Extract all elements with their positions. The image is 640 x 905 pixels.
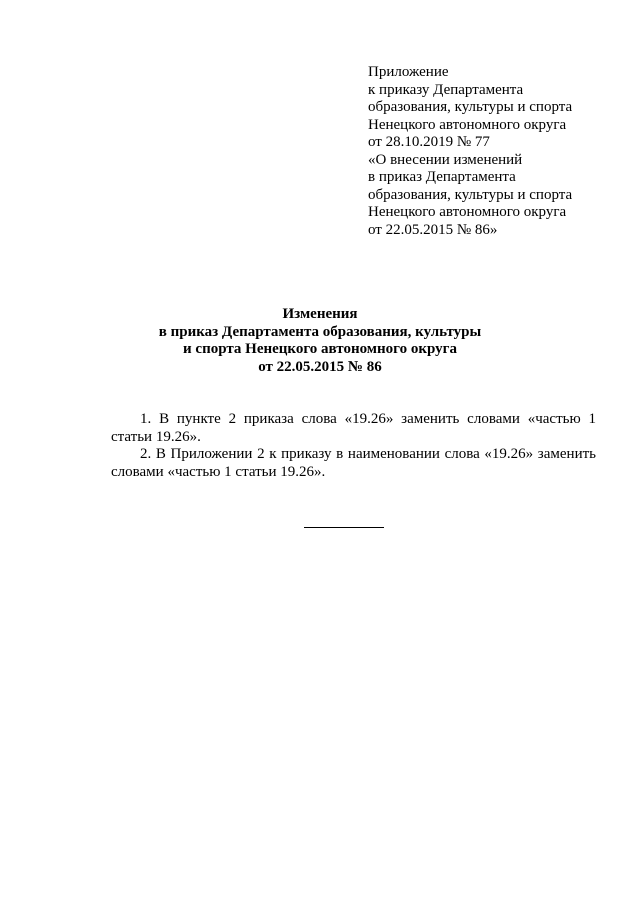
appendix-line: от 28.10.2019 № 77 bbox=[368, 134, 490, 150]
appendix-line: к приказу Департамента bbox=[368, 81, 524, 98]
title-line: и спорта Ненецкого автономного округа bbox=[183, 341, 457, 357]
appendix-line: Ненецкого автономного округа bbox=[368, 204, 567, 220]
title-line: от 22.05.2015 № 86 bbox=[258, 358, 382, 375]
body-paragraph: 1. В пункте 2 приказа слова «19.26» заменить словами «частью 1 статьи 19.26». bbox=[111, 411, 596, 445]
appendix-line: Приложение bbox=[368, 64, 449, 80]
appendix-line: в приказ Департамента bbox=[368, 169, 516, 185]
appendix-header bbox=[368, 64, 572, 239]
appendix-line: образования, культуры и спорта bbox=[368, 99, 573, 115]
body-paragraph: 2. В Приложении 2 к приказу в наименовании слова «19.26» заменить словами «частью 1 статьи 19.26». bbox=[111, 446, 596, 480]
title-line: в приказ Департамента образования, культуры bbox=[158, 323, 482, 340]
document-body bbox=[111, 411, 596, 481]
appendix-line: образования, культуры и спорта bbox=[368, 186, 573, 203]
closing-divider-line bbox=[304, 527, 384, 528]
appendix-line: «О внесении изменений bbox=[368, 151, 523, 168]
title-line: Изменения bbox=[282, 306, 358, 322]
document-title bbox=[0, 306, 640, 376]
appendix-line: Ненецкого автономного округа bbox=[368, 116, 567, 133]
appendix-line: от 22.05.2015 № 86» bbox=[368, 221, 498, 238]
